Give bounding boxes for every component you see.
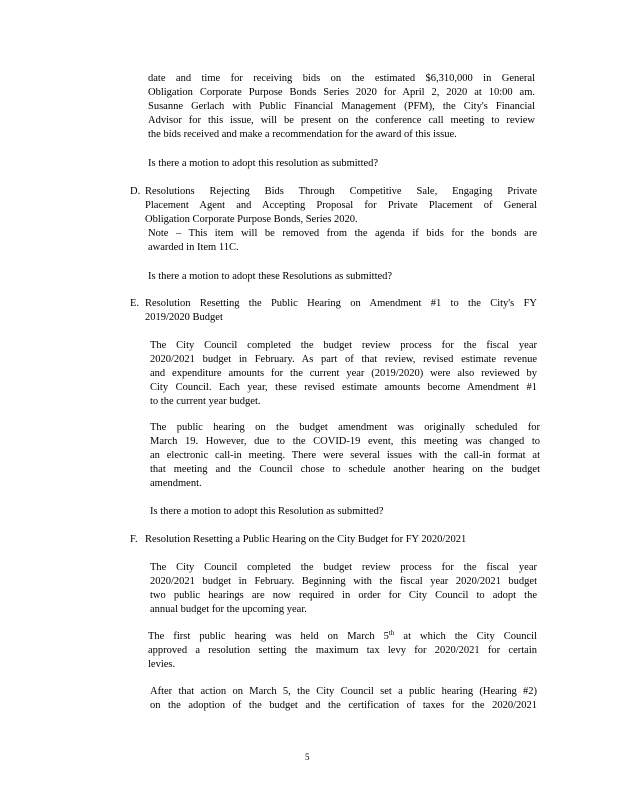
text-line: 2019/2020 Budget	[145, 312, 223, 323]
page-number: 5	[305, 752, 310, 762]
item-f-title: Resolution Resetting a Public Hearing on the City Budget for FY 2020/2021	[145, 534, 467, 545]
text-fragment: The first public hearing was held on March 5	[148, 631, 389, 642]
text-line: on the adoption of the budget and the certification of taxes for the 2020/2021	[150, 700, 537, 711]
item-letter-d: D.	[130, 186, 141, 197]
text-line: and expenditure amounts for the current year (2019/2020) were also reviewed by	[150, 368, 537, 379]
text-line: Advisor for this issue, will be present on the conference call meeting to review	[148, 115, 535, 126]
item-f-paragraph-1	[150, 561, 537, 617]
text-line: Placement Agent and Accepting Proposal for Private Placement of General	[145, 200, 537, 211]
item-d-note	[148, 227, 537, 255]
text-line: City Council. Each year, these revised estimate amounts become Amendment #1	[150, 382, 537, 393]
text-line: levies.	[148, 659, 176, 670]
item-letter-f: F.	[130, 534, 138, 545]
motion-question: Is there a motion to adopt this resolution as submitted?	[148, 158, 379, 169]
text-line: Resolution Resetting the Public Hearing on Amendment #1 to the City's FY	[145, 298, 537, 309]
text-line: that meeting and the Council chose to schedule another hearing on the budget	[150, 464, 540, 475]
text-line: 2020/2021 budget in February. As part of that review, revised estimate revenue	[150, 354, 537, 365]
text-line: an electronic call-in meeting. There were several issues with the call-in format at	[150, 450, 540, 461]
item-e-paragraph-1	[150, 339, 537, 409]
text-line: The public hearing on the budget amendment was originally scheduled for	[150, 422, 540, 433]
item-e-title	[145, 297, 537, 325]
motion-question: Is there a motion to adopt these Resolutions as submitted?	[148, 271, 393, 282]
text-line: Obligation Corporate Purpose Bonds Series 2020 for April 2, 2020 at 10:00 am.	[148, 87, 535, 98]
text-line: The City Council completed the budget review process for the fiscal year	[150, 562, 537, 573]
text-line: Obligation Corporate Purpose Bonds, Series 2020.	[145, 214, 358, 225]
text-line: the bids received and make a recommendation for the award of this issue.	[148, 129, 457, 140]
item-letter-e: E.	[130, 298, 140, 309]
text-line: date and time for receiving bids on the estimated $6,310,000 in General	[148, 73, 535, 84]
item-f-paragraph-3	[150, 685, 537, 713]
text-fragment: at which the City Council	[394, 631, 537, 642]
text-line: amendment.	[150, 478, 202, 489]
text-line: 2020/2021 budget in February. Beginning with the fiscal year 2020/2021 budget	[150, 576, 537, 587]
item-d-title	[145, 185, 537, 227]
text-line: After that action on March 5, the City Council set a public hearing (Hearing #2)	[150, 686, 537, 697]
text-line: Susanne Gerlach with Public Financial Management (PFM), the City's Financial	[148, 101, 535, 112]
ordinal-suffix: th	[388, 629, 395, 637]
text-line: to the current year budget.	[150, 396, 261, 407]
text-line: Note – This item will be removed from the agenda if bids for the bonds are	[148, 228, 537, 239]
text-line: two public hearings are now required in order for City Council to adopt the	[150, 590, 537, 601]
item-f-paragraph-2	[148, 630, 537, 672]
text-line: awarded in Item 11C.	[148, 242, 239, 253]
text-line: annual budget for the upcoming year.	[150, 604, 307, 615]
text-line: approved a resolution setting the maximum tax levy for 2020/2021 for certain	[148, 645, 537, 656]
text-line: The City Council completed the budget review process for the fiscal year	[150, 340, 537, 351]
intro-paragraph	[148, 72, 535, 142]
motion-question: Is there a motion to adopt this Resolution as submitted?	[150, 506, 384, 517]
text-line	[148, 630, 537, 644]
item-e-paragraph-2	[150, 421, 540, 491]
text-line: Resolutions Rejecting Bids Through Competitive Sale, Engaging Private	[145, 186, 537, 197]
text-line: March 19. However, due to the COVID-19 event, this meeting was changed to	[150, 436, 540, 447]
